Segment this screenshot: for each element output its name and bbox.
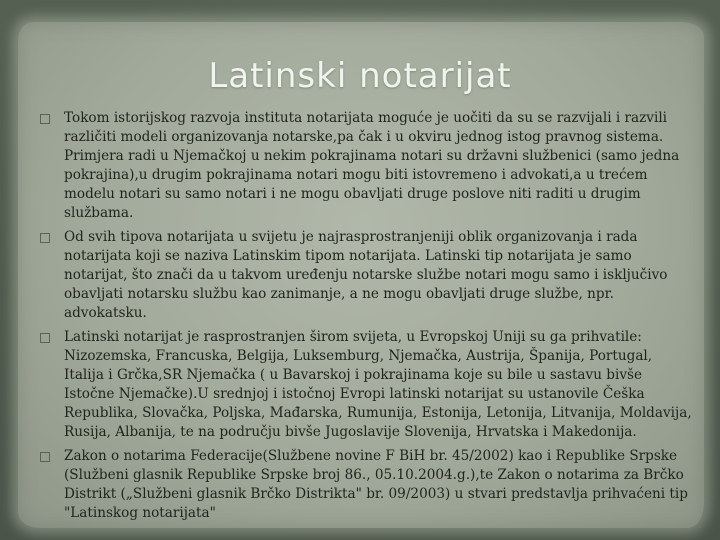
bullet-text: Zakon o notarima Federacije(Službene novine F BiH br. 45/2002) kao i Republike Srpske (Službeni glasnik Republike Srpske broj 86., 05.10.2004.g.),te Zakon o notarima za Brčko Distrikt („Službeni glasnik Brčko Distrikta" br. 09/2003) u stvari predstavlja prihvaćeni tip "Latinskog notarijata" <box>64 448 688 521</box>
square-bullet-icon <box>40 114 50 124</box>
slide-title: Latinski notarijat <box>208 56 512 96</box>
bullet-item <box>40 109 696 223</box>
bullet-text: Latinski notarijat je rasprostranjen širom svijeta, u Evropskoj Uniji su ga prihvatile: Nizozemska, Francuska, Belgija, Luksemburg, Njemačka, Austrija, Španija, Portugal, Italija i Grčka,SR Njemačka ( u Bavarskoj i pokrajinama koje su bile u sastavu bivše Istočne Njemačke).U srednjoj i istočnoj Evropi latinski notarijat su ustanovile Češka Republika, Slovačka, Poljska, Mađarska, Rumunija, Estonija, Letonija, Litvanija, Moldavija, Rusija, Albanija, te na području bivše Jugoslavije Slovenija, Hrvatska i Makedonija. <box>64 329 692 440</box>
bullet-item <box>40 328 696 442</box>
square-bullet-icon <box>40 333 50 343</box>
bullet-text: Od svih tipova notarijata u svijetu je najrasprostranjeniji oblik organizovanja i rada notarijata koji se naziva Latinskim tipom notarijata. Latinski tip notarijata je samo notarijat, što znači da u takvom uređenju notarske službe notari mogu samo i isključivo obavljati notarsku službu kao zanimanje, a ne mogu obavljati druge službe, npr. advokatsku. <box>64 229 668 321</box>
bullet-item <box>40 228 696 323</box>
square-bullet-icon <box>40 233 50 243</box>
bullet-list <box>40 109 696 528</box>
square-bullet-icon <box>40 452 50 462</box>
bullet-text: Tokom istorijskog razvoja instituta notarijata moguće je uočiti da su se razvijali i razvili različiti modeli organizovanja notarske,pa čak i u okviru jednog istog pravnog sistema. Primjera radi u Njemačkoj u nekim pokrajinama notari su državni službenici (samo jedna pokrajina),u drugim pokrajinama notari mogu biti istovremeno i advokati,a u trećem modelu notari su samo notari i ne mogu obavljati druge poslove niti raditi u drugim službama. <box>64 110 680 221</box>
bullet-item <box>40 447 696 523</box>
